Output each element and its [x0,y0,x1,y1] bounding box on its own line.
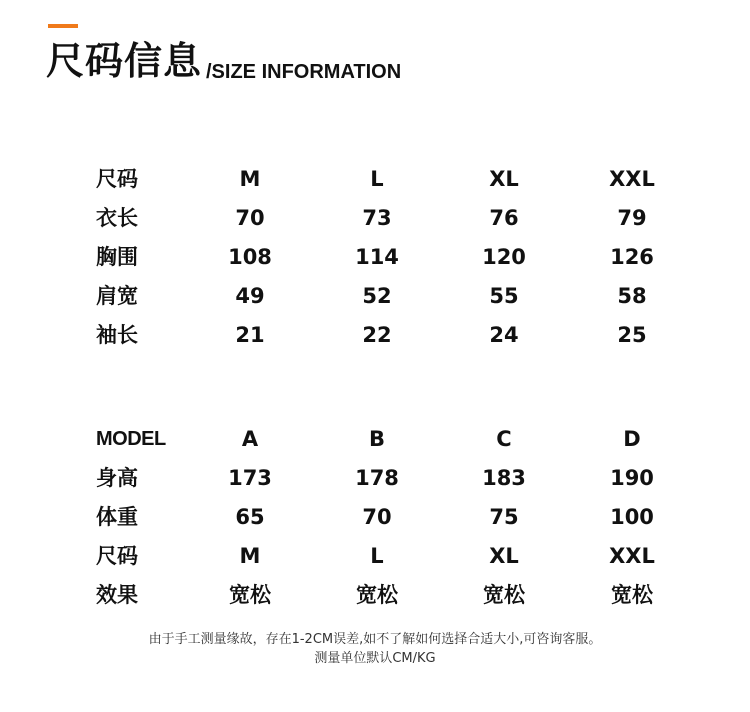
table-cell: XL [489,544,519,568]
table-cell: M [239,544,261,568]
table-cell: 宽松 [483,583,525,607]
header-cell: L [370,167,384,191]
row-label: 身高 [96,466,138,490]
table-cell: 108 [228,245,272,269]
table-cell: XXL [609,544,655,568]
table-cell: 52 [362,284,392,308]
table-cell: 190 [610,466,654,490]
header-cell: M [239,167,261,191]
header-label: 尺码 [96,167,138,191]
page-subtitle: /SIZE INFORMATION [206,61,402,83]
row-label: 体重 [96,505,138,529]
table-cell: 76 [489,206,519,230]
table-cell: 25 [617,323,647,347]
table-cell: 79 [617,206,647,230]
table-row [0,537,750,576]
page-title: 尺码信息 [46,39,203,83]
row-label: 袖长 [96,323,138,347]
table-row [0,576,750,615]
header-cell: XXL [609,167,655,191]
table-header-row [0,160,750,199]
table-cell: 65 [235,505,265,529]
table-cell: 178 [355,466,399,490]
table-cell: 58 [617,284,647,308]
header-cell: XL [489,167,519,191]
footer-unit-note: 测量单位默认CM/KG [314,651,436,666]
table-cell: 55 [489,284,519,308]
header-cell: B [368,427,385,451]
table-row [0,199,750,238]
table-cell: 126 [610,245,654,269]
accent-bar [48,24,78,28]
table-cell: L [370,544,384,568]
table-cell: 183 [482,466,526,490]
table-row [0,498,750,537]
model-table [0,420,750,615]
row-label: 肩宽 [96,284,138,308]
table-cell: 宽松 [611,583,653,607]
table-cell: 75 [489,505,519,529]
row-label: 胸围 [96,245,138,269]
table-header-row [0,420,750,459]
table-cell: 49 [235,284,265,308]
row-label: 效果 [96,583,138,607]
table-cell: 100 [610,505,654,529]
table-cell: 114 [355,245,399,269]
header-cell: C [496,427,512,451]
table-cell: 21 [235,323,265,347]
table-cell: 宽松 [229,583,271,607]
size-table [0,160,750,355]
table-row [0,238,750,277]
header-cell: A [241,427,259,451]
table-cell: 120 [482,245,526,269]
row-label: 尺码 [96,544,138,568]
table-row [0,459,750,498]
table-cell: 70 [235,206,265,230]
table-cell: 24 [489,323,519,347]
header-cell: D [623,427,641,451]
footer-note: 由于手工测量缘故，存在1-2CM误差,如不了解如何选择合适大小,可咨询客服。 [148,632,602,647]
table-cell: 70 [362,505,392,529]
table-cell: 22 [362,323,392,347]
table-row [0,316,750,355]
table-cell: 73 [362,206,392,230]
header-label: MODEL [96,428,166,450]
table-cell: 173 [228,466,272,490]
table-cell: 宽松 [356,583,398,607]
row-label: 衣长 [96,206,138,230]
table-row [0,277,750,316]
